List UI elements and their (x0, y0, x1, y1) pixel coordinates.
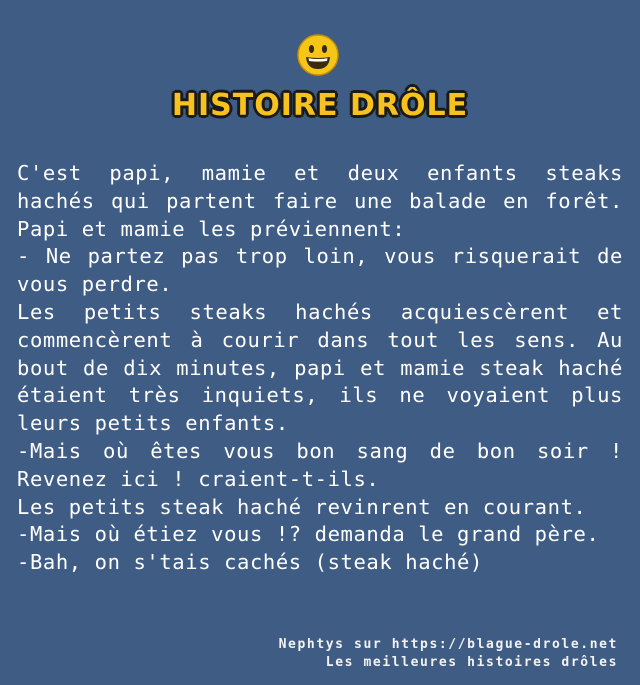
page-title: HISTOIRE DRÔLE (171, 88, 469, 123)
story-paragraph: -Mais où étiez vous !? demanda le grand père. (17, 522, 600, 547)
story-paragraph: C'est papi, mamie et deux enfants steaks hachés qui partent faire une balade en forêt. Papi et mamie les préviennent: (17, 161, 623, 241)
story-paragraph: Les petits steaks hachés acquiescèrent et commencèrent à courir dans tout les sens. Au bout de dix minutes, papi et mamie steak haché étaient très inquiets, ils ne voyaient plus leurs petits enfants. (17, 299, 623, 436)
footer-tagline: Les meilleures histoires drôles (325, 655, 618, 670)
smiling-face-icon (296, 33, 340, 77)
story-paragraph: -Mais où êtes vous bon sang de bon soir ! Revenez ici ! craient-t-ils. (17, 438, 623, 491)
footer-author-line: Nephtys sur https://blague-drole.net (278, 637, 618, 652)
story-paragraph: -Bah, on s'tais cachés (steak haché) (17, 550, 483, 575)
story-paragraph: Les petits steak haché revinrent en courant. (17, 494, 587, 519)
story-paragraph: - Ne partez pas trop loin, vous risquerait de vous perdre. (17, 244, 623, 297)
footer-credit (279, 636, 618, 672)
story-text (17, 160, 623, 577)
